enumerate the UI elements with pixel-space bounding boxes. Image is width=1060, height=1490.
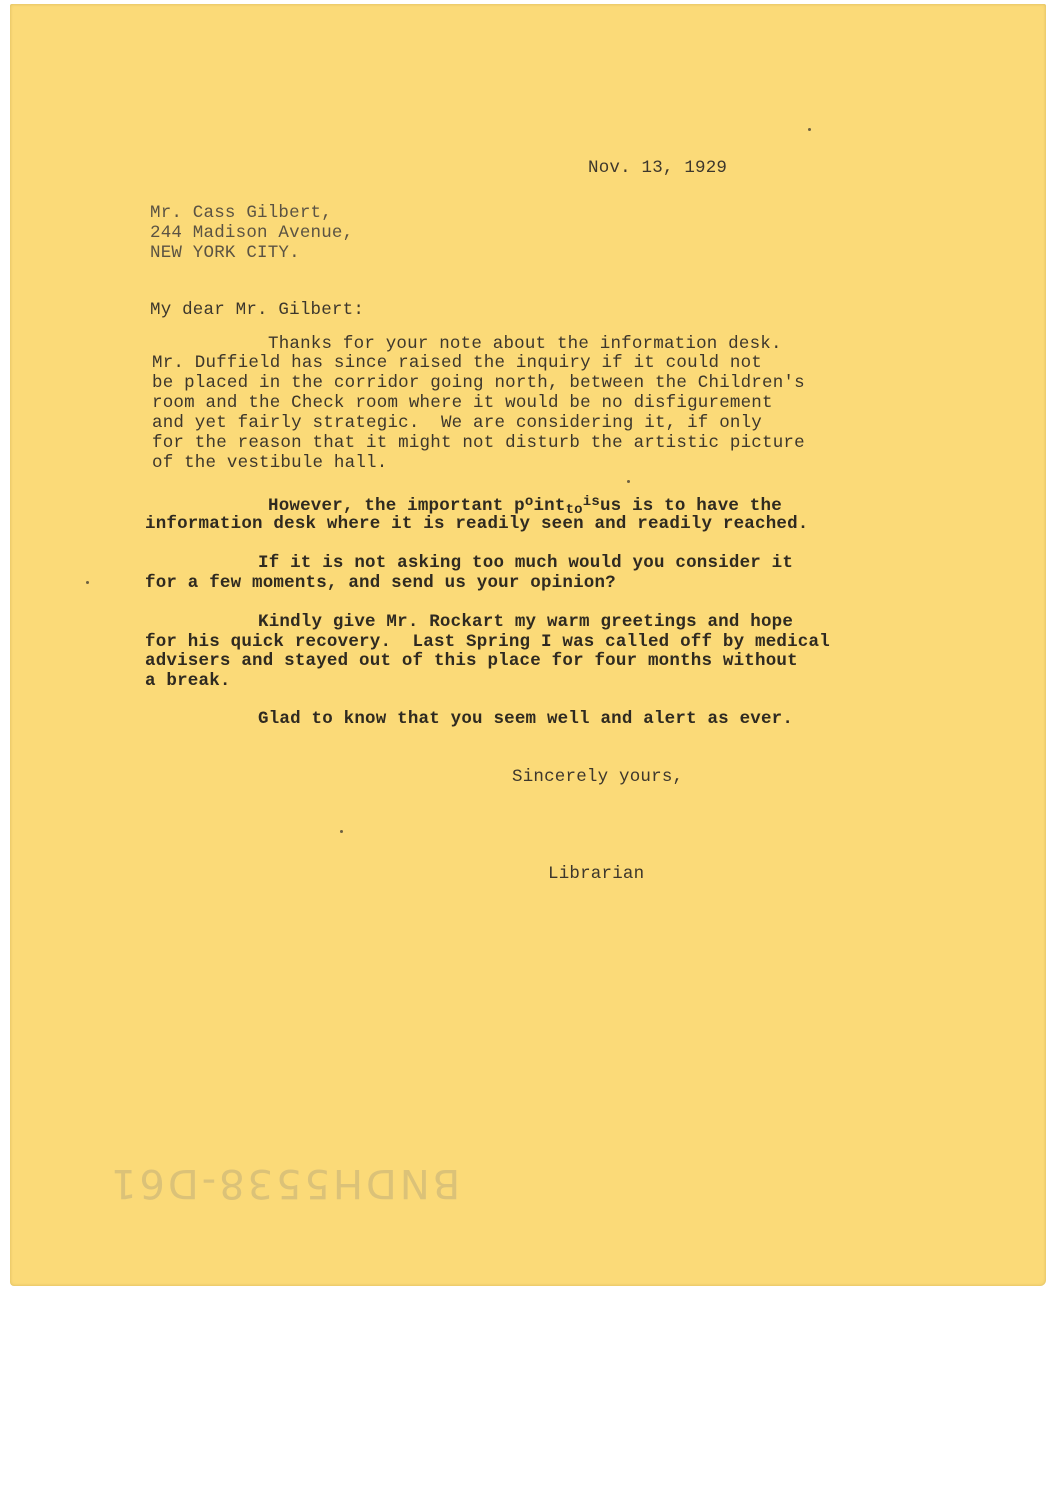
para1-line: for the reason that it might not disturb the artistic picture	[152, 433, 805, 453]
paper-speck	[808, 128, 811, 131]
para2-text: int	[533, 496, 566, 516]
address-line-3: NEW YORK CITY.	[150, 243, 300, 263]
signature-title: Librarian	[548, 864, 645, 884]
paper-speck	[340, 830, 343, 833]
para3-line: for a few moments, and send us your opinion?	[145, 573, 616, 593]
para4-line: advisers and stayed out of this place for four months without	[145, 651, 798, 671]
pencil-archive-note: BNDH5538-D61	[108, 1160, 461, 1206]
para2-text: However, the important p	[268, 496, 525, 516]
para2-line-2: information desk where it is readily seen and readily reached.	[145, 514, 809, 534]
address-line-2: 244 Madison Avenue,	[150, 223, 354, 243]
paper-speck	[86, 581, 89, 584]
para1-line: and yet fairly strategic. We are considering it, if only	[152, 413, 762, 433]
address-line-1: Mr. Cass Gilbert,	[150, 203, 332, 223]
para5-line: Glad to know that you seem well and alert as ever.	[258, 709, 794, 729]
closing: Sincerely yours,	[512, 767, 684, 787]
paper-speck	[627, 480, 630, 483]
salutation: My dear Mr. Gilbert:	[150, 300, 365, 320]
para1-line: be placed in the corridor going north, between the Children's	[152, 373, 805, 393]
para4-line: Kindly give Mr. Rockart my warm greetings and hope	[258, 612, 794, 632]
para2-correction: is	[582, 494, 600, 510]
para1-line: of the vestibule hall.	[152, 453, 388, 473]
para4-line: for his quick recovery. Last Spring I was called off by medical	[145, 632, 830, 652]
para2-correction: to	[565, 502, 583, 518]
para1-line: Mr. Duffield has since raised the inquiry if it could not	[152, 353, 762, 373]
para2-correction: o	[524, 494, 534, 510]
para1-line: Thanks for your note about the information desk.	[268, 334, 782, 354]
para1-line: room and the Check room where it would be no disfigurement	[152, 393, 773, 413]
para4-line: a break.	[145, 671, 231, 691]
letter-date: Nov. 13, 1929	[588, 158, 728, 178]
para2-text: us is to have the	[599, 496, 782, 516]
para3-line: If it is not asking too much would you consider it	[258, 553, 794, 573]
